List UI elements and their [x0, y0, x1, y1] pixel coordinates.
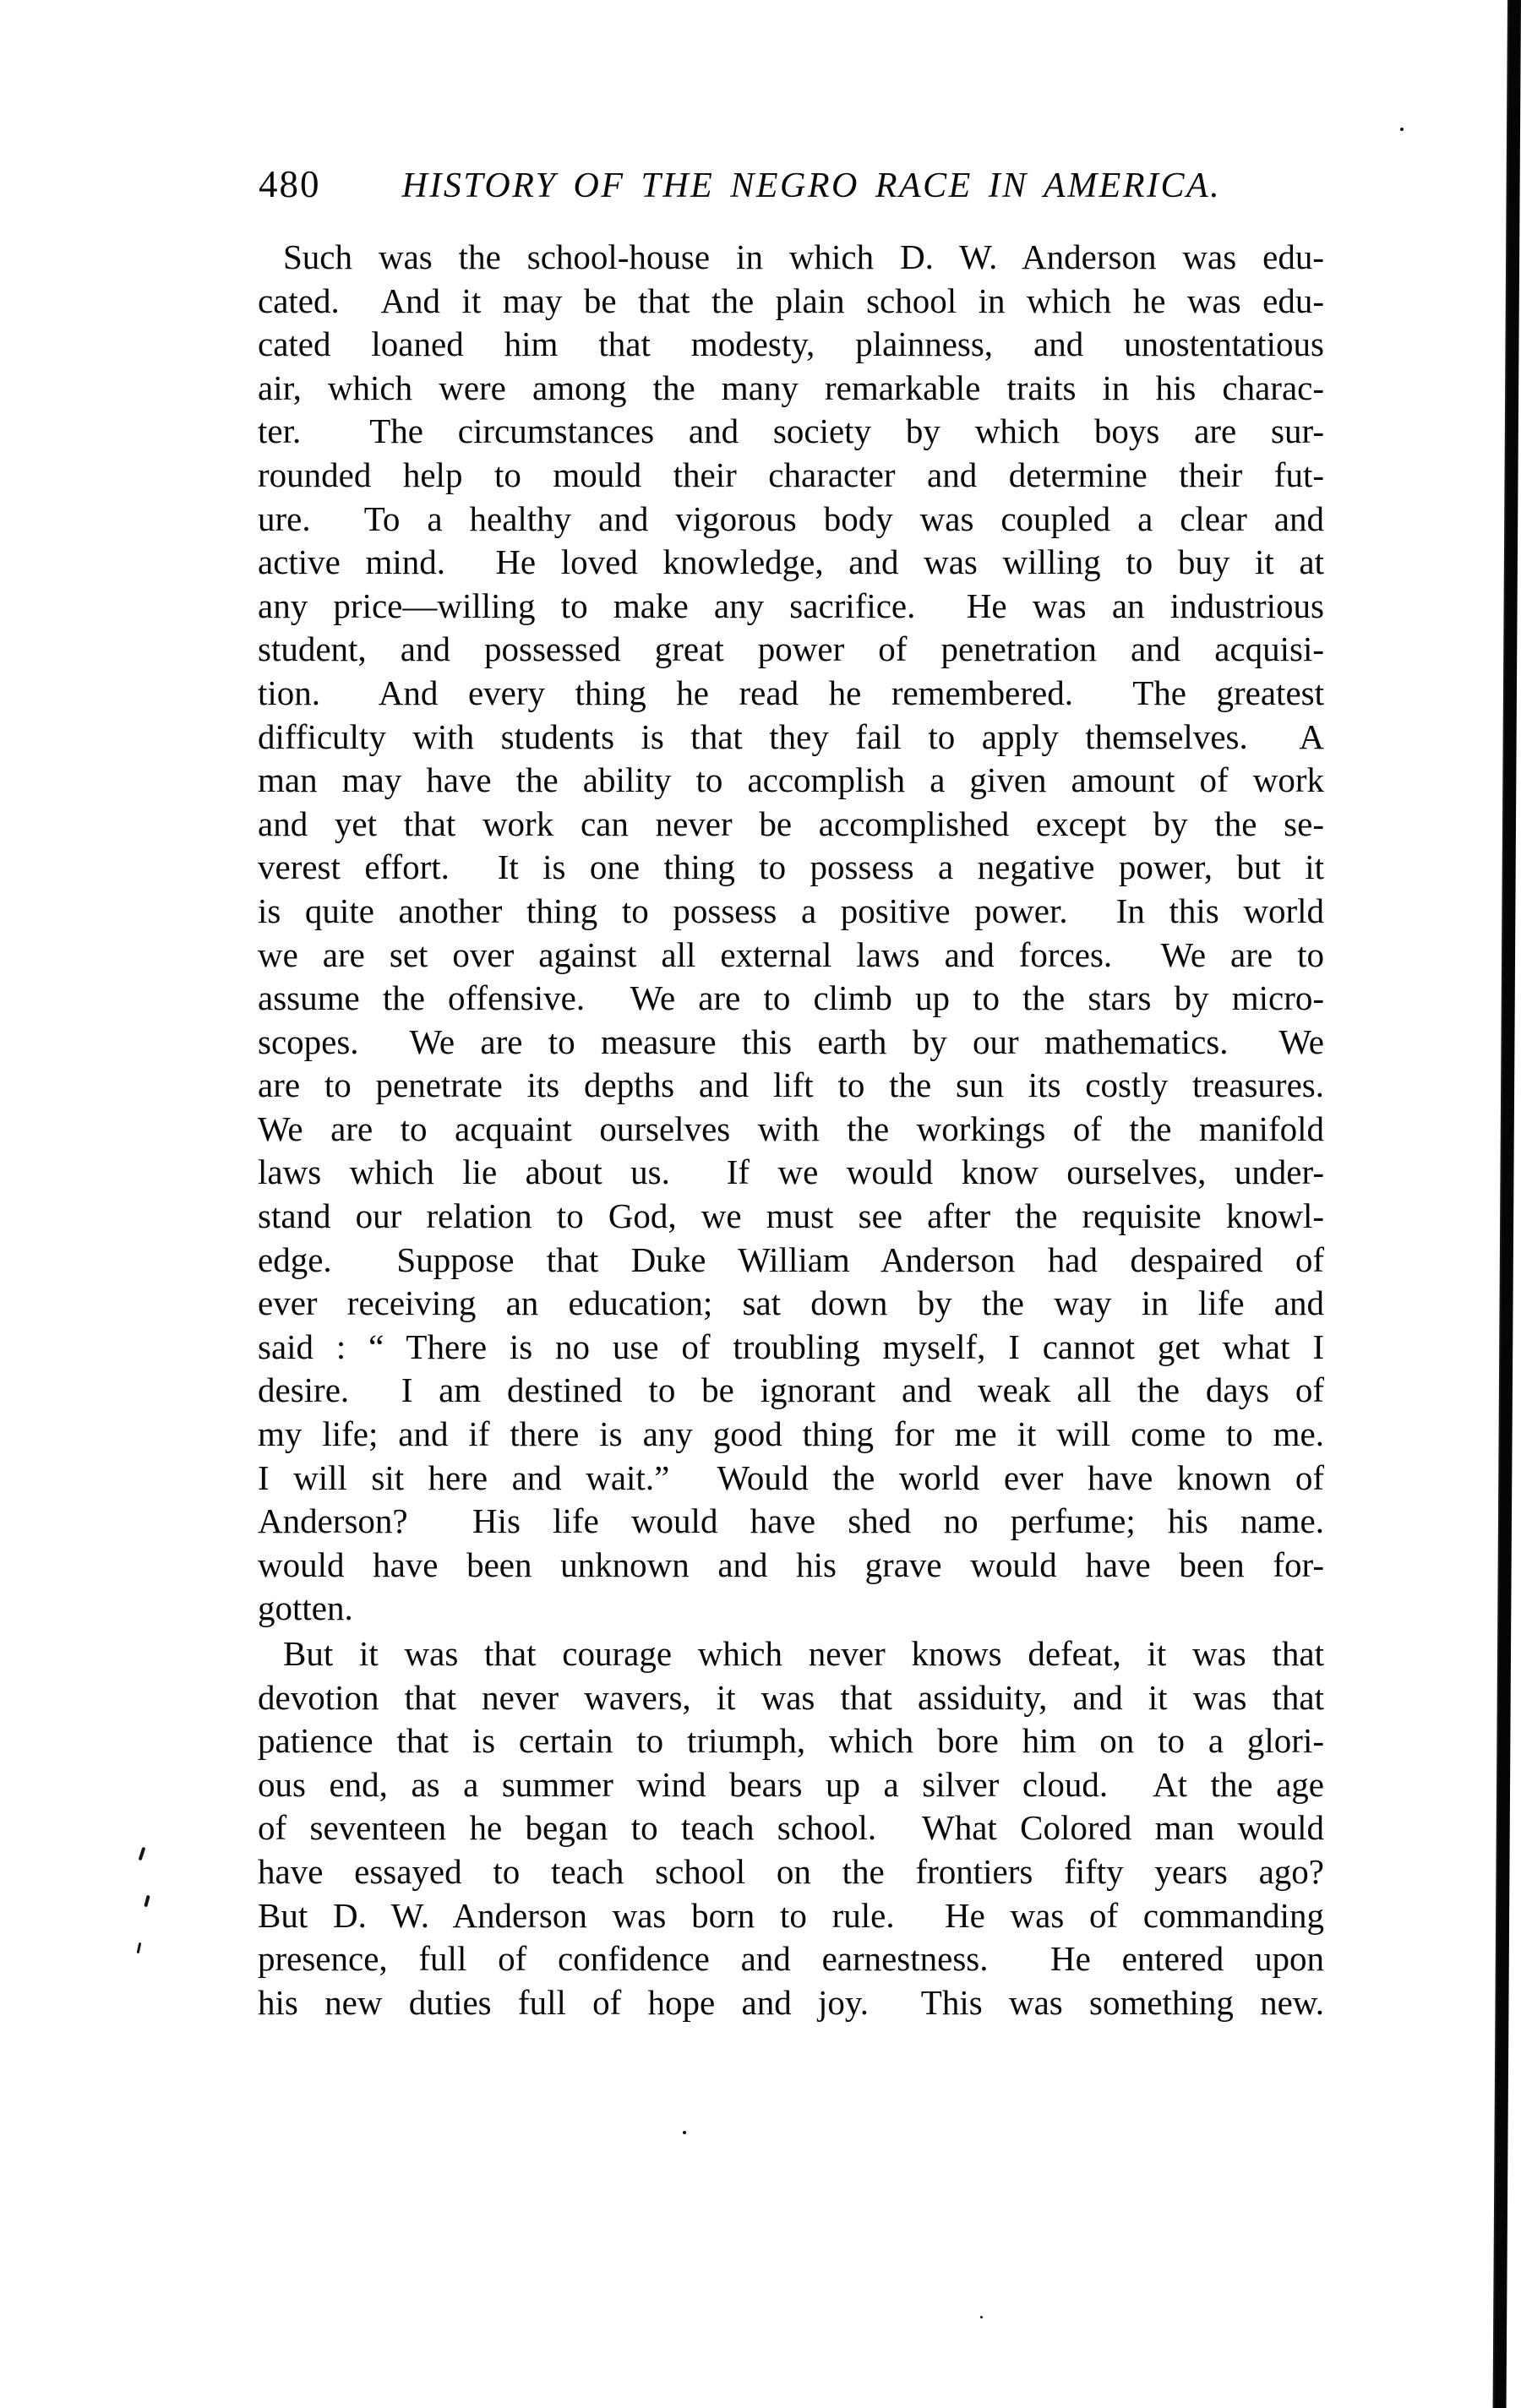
- text-line: desire. I am destined to be ignorant and weak all the days of: [258, 1370, 1324, 1410]
- scan-edge-shadow: [1494, 0, 1521, 2408]
- scan-speck: [139, 1847, 146, 1860]
- text-line: We are to acquaint ourselves with the workings of the manifold: [258, 1109, 1324, 1148]
- text-line: laws which lie about us. If we would know ourselves, under-: [258, 1152, 1324, 1192]
- text-line: scopes. We are to measure this earth by our mathematics. We: [258, 1021, 1324, 1061]
- text-line: difficulty with students is that they fail to apply themselves. A: [258, 716, 1324, 756]
- text-line: tion. And every thing he read he remembered. The greatest: [258, 673, 1324, 712]
- text-line: ous end, as a summer wind bears up a silver cloud. At the age: [258, 1764, 1324, 1804]
- text-line: air, which were among the many remarkable traits in his charac-: [258, 368, 1324, 407]
- text-line: cated. And it may be that the plain school in which he was edu-: [258, 281, 1324, 320]
- text-line: would have been unknown and his grave would have been for-: [258, 1544, 1324, 1584]
- text-line: his new duties full of hope and joy. This was something new.: [258, 1982, 1324, 2022]
- page-header: [259, 162, 1332, 206]
- scan-speck: [980, 2316, 983, 2318]
- text-line: ever receiving an education; sat down by the way in life and: [258, 1283, 1324, 1323]
- text-line: and yet that work can never be accomplished except by the se-: [258, 804, 1324, 843]
- text-line: But it was that courage which never knows defeat, it was that: [283, 1634, 1324, 1673]
- text-line: said : “ There is no use of troubling myself, I cannot get what I: [258, 1327, 1324, 1366]
- text-line: stand our relation to God, we must see after the requisite knowl-: [258, 1196, 1324, 1236]
- text-line: is quite another thing to possess a positive power. In this world: [258, 891, 1324, 930]
- scan-speck: [1400, 128, 1404, 131]
- text-line: we are set over against all external laws and forces. We are to: [258, 934, 1324, 974]
- text-line: student, and possessed great power of penetration and acquisi-: [258, 629, 1324, 669]
- running-title: HISTORY OF THE NEGRO RACE IN AMERICA.: [401, 166, 1222, 205]
- page-number: 480: [259, 163, 321, 205]
- scan-speck: [137, 1942, 142, 1953]
- text-line: ure. To a healthy and vigorous body was coupled a clear and: [258, 498, 1324, 538]
- page-body: [258, 236, 1324, 2024]
- text-line: patience that is certain to triumph, which bore him on to a glori-: [258, 1721, 1324, 1761]
- text-line: verest effort. It is one thing to possess a negative power, but it: [258, 847, 1324, 887]
- text-line: have essayed to teach school on the frontiers fifty years ago?: [258, 1851, 1324, 1891]
- text-line: assume the offensive. We are to climb up to the stars by micro-: [258, 978, 1324, 1018]
- text-line: I will sit here and wait.” Would the world ever have known of: [258, 1457, 1324, 1497]
- text-line: are to penetrate its depths and lift to the sun its costly treasures.: [258, 1065, 1324, 1105]
- paragraph: [258, 1632, 1324, 2024]
- text-line: my life; and if there is any good thing for me it will come to me.: [258, 1414, 1324, 1454]
- text-line: rounded help to mould their character and determine their fut-: [258, 455, 1324, 494]
- text-line: man may have the ability to accomplish a given amount of work: [258, 760, 1324, 800]
- text-line: of seventeen he began to teach school. What Colored man would: [258, 1808, 1324, 1848]
- paragraph: [258, 236, 1324, 1631]
- text-line: Such was the school-house in which D. W. Anderson was edu-: [283, 237, 1324, 276]
- text-line: Anderson? His life would have shed no perfume; his name.: [258, 1501, 1324, 1541]
- text-line: presence, full of confidence and earnestness. He entered upon: [258, 1939, 1324, 1979]
- text-line: ter. The circumstances and society by which boys are sur-: [258, 411, 1324, 451]
- text-line: cated loaned him that modesty, plainness, and unostentatious: [258, 324, 1324, 364]
- text-line: any price—willing to make any sacrifice. He was an industrious: [258, 586, 1324, 625]
- text-line: But D. W. Anderson was born to rule. He was of commanding: [258, 1895, 1324, 1935]
- scan-speck: [144, 1895, 150, 1908]
- text-line: gotten.: [258, 1588, 353, 1628]
- text-line: edge. Suppose that Duke William Anderson had despaired of: [258, 1239, 1324, 1279]
- text-line: active mind. He loved knowledge, and was willing to buy it at: [258, 542, 1324, 582]
- scan-speck: [683, 2131, 686, 2134]
- text-line: devotion that never wavers, it was that assiduity, and it was that: [258, 1677, 1324, 1717]
